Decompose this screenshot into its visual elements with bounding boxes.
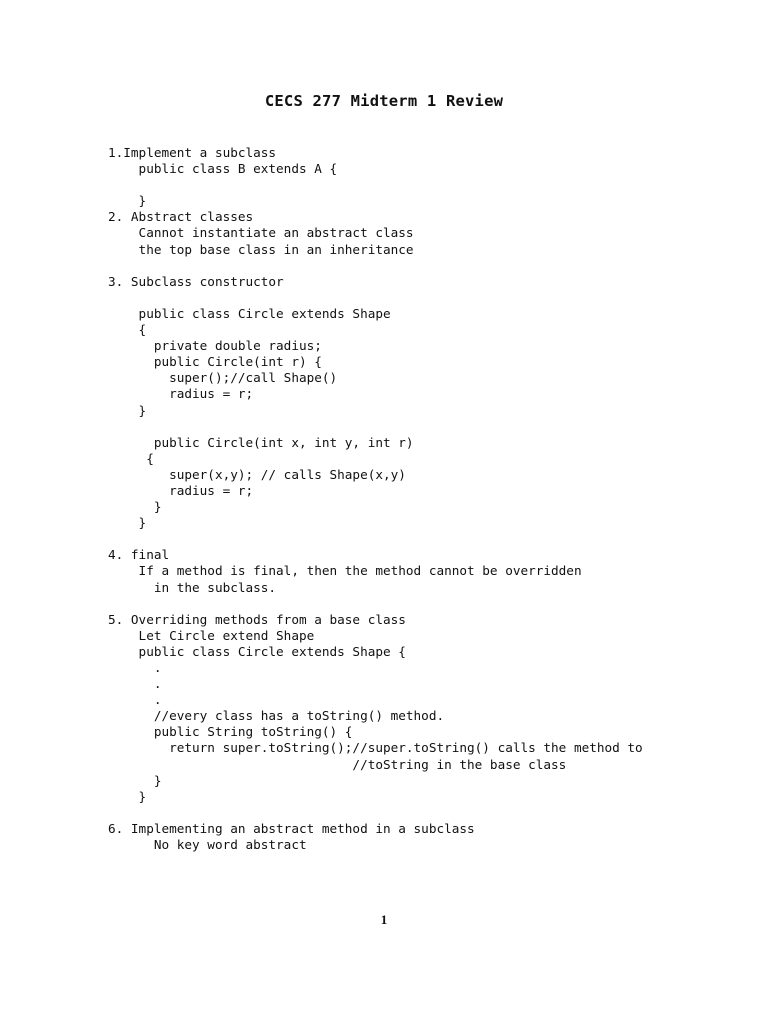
- text-line: 1.Implement a subclass: [108, 145, 277, 160]
- text-line: }: [108, 772, 162, 788]
- text-line: [108, 177, 643, 193]
- page-number: 1: [380, 912, 388, 927]
- text-line: [108, 596, 643, 612]
- text-line: //toString in the base class: [108, 756, 567, 772]
- text-line: radius = r;: [108, 482, 254, 498]
- document-body: [108, 145, 643, 853]
- text-line: super(x,y); // calls Shape(x,y): [108, 466, 406, 482]
- text-line: public class Circle extends Shape {: [108, 643, 406, 659]
- text-line: 5. Overriding methods from a base class: [108, 611, 406, 627]
- text-line: public class B extends A {: [108, 161, 338, 177]
- text-line: //every class has a toString() method.: [108, 708, 445, 724]
- text-line: super();//call Shape(): [108, 370, 338, 386]
- text-line: If a method is final, then the method cannot be overridden: [108, 563, 582, 579]
- text-line: [108, 805, 643, 821]
- text-line: 3. Subclass constructor: [108, 273, 284, 289]
- text-line: private double radius;: [108, 338, 322, 354]
- text-line: .: [108, 660, 162, 675]
- text-line: {: [108, 450, 154, 466]
- text-line: [108, 531, 643, 547]
- text-line: the top base class in an inheritance: [108, 241, 414, 257]
- text-line: No key word abstract: [108, 837, 307, 853]
- text-line: .: [108, 692, 162, 708]
- text-line: 2. Abstract classes: [108, 209, 254, 225]
- text-line: [108, 290, 643, 306]
- text-line: }: [108, 193, 147, 209]
- text-line: 4. final: [108, 547, 170, 563]
- text-line: public Circle(int r) {: [108, 354, 322, 370]
- page-title: CECS 277 Midterm 1 Review: [264, 92, 504, 110]
- text-line: Cannot instantiate an abstract class: [108, 225, 414, 241]
- text-line: [108, 258, 643, 274]
- text-line: }: [108, 788, 147, 804]
- text-line: public Circle(int x, int y, int r): [108, 434, 414, 450]
- text-line: }: [108, 499, 162, 515]
- text-line: }: [108, 402, 147, 418]
- text-line: 6. Implementing an abstract method in a subclass: [108, 820, 475, 836]
- text-line: radius = r;: [108, 386, 254, 402]
- text-line: in the subclass.: [108, 579, 277, 595]
- text-line: return super.toString();//super.toString() calls the method to: [108, 740, 643, 756]
- text-line: public String toString() {: [108, 724, 353, 740]
- text-line: Let Circle extend Shape: [108, 627, 315, 643]
- text-line: }: [108, 515, 147, 531]
- text-line: {: [108, 322, 147, 338]
- text-line: [108, 419, 643, 435]
- text-line: .: [108, 676, 162, 692]
- text-line: public class Circle extends Shape: [108, 305, 391, 321]
